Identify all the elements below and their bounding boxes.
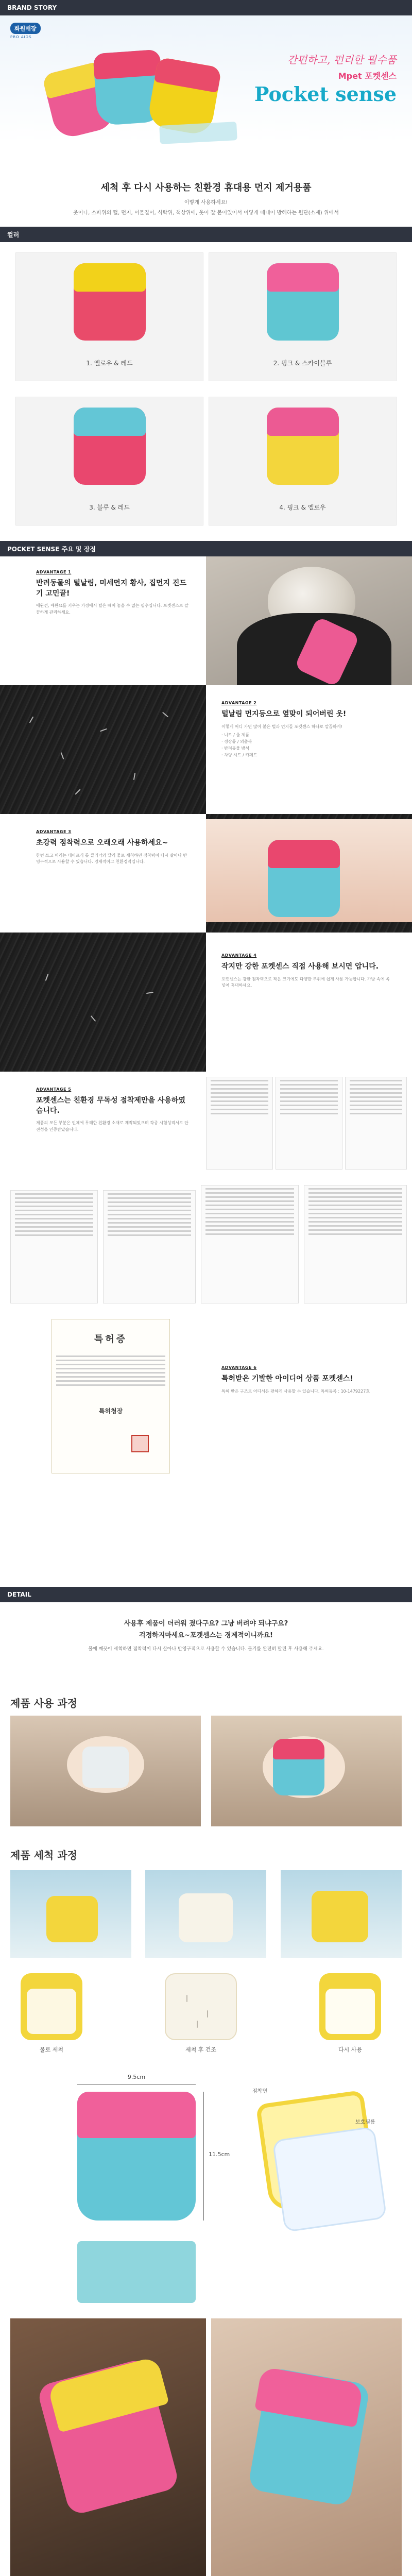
- patent-office: 특허청장: [98, 1408, 123, 1415]
- usage-title: 제품 사용 과정: [10, 1697, 77, 1709]
- adv5-title: 포켓센스는 친환경 무독성 점착제만을 사용하였습니다.: [36, 1096, 185, 1115]
- hero-protect-film: [159, 122, 237, 144]
- patent-certificate: [52, 1319, 170, 1473]
- adv2-text: 이렇게 어디 가면 많이 붙은 털과 먼지들 포켓센스 하나로 깔끔하게!: [221, 724, 342, 729]
- brand-desc: 옷이나, 소파위의 털, 먼지, 이물질이, 식탁위, 책상위에, 옷이 잘 붙어있어서 이렇게 떼내어 방해하는 원단(소재) 위에서: [73, 210, 339, 216]
- brand-headline: 세척 후 다시 사용하는 친환경 휴대용 먼지 제거용품: [100, 182, 312, 193]
- wash-illustration-pad: [21, 1973, 82, 2040]
- wash-title: 제품 세척 과정: [10, 1849, 77, 1861]
- detail-block: [0, 1602, 412, 2576]
- color-pad-3: [74, 408, 146, 485]
- color-label-4: 4. 핑크 & 옐로우: [279, 504, 326, 511]
- patent-seal: [131, 1435, 149, 1452]
- protect-film: [272, 2126, 387, 2232]
- usage-large-photo-1: [10, 2318, 206, 2576]
- adv2-label: ADVANTAGE 2: [221, 701, 257, 705]
- advantage-6: [221, 1365, 391, 1395]
- wash-caption-2: 세척 후 건조: [185, 2046, 217, 2053]
- adv6-text: 특허 받은 구조로 어디서든 편하게 사용할 수 있습니다. 특허등록 : 10-1479227호: [221, 1388, 370, 1394]
- usage-large-photo-2: [211, 2318, 402, 2576]
- brand-sub: 이렇게 사용하세요!: [184, 200, 228, 206]
- advantage-5: [36, 1087, 191, 1133]
- certificate-doc-6: [201, 1185, 299, 1303]
- detail-intro-title: 사용후 제품이 더러워 졌다구요? 그냥 버려야 되냐구요?: [124, 1620, 288, 1628]
- adv5-label: ADVANTAGE 5: [36, 1087, 72, 1092]
- adv1-label: ADVANTAGE 1: [36, 570, 72, 574]
- certificate-doc-3: [345, 1077, 407, 1170]
- adv3-title: 초강력 점착력으로 오래오래 사용하세요~: [36, 839, 168, 847]
- certificate-doc-5: [103, 1190, 196, 1303]
- adv3-text: 한번 쓰고 버리는 테이프식 롤 클리너와 달리 물로 세척하면 점착력이 다시 살아나 반영구적으로 사용할 수 있습니다. 경제적이고 친환경적입니다.: [36, 853, 187, 865]
- color-option-4: [209, 397, 397, 526]
- usage-photo-1: [10, 1716, 201, 1826]
- adv3-hand-photo: [206, 819, 412, 922]
- color-label-1: 1. 옐로우 & 레드: [86, 360, 133, 367]
- section-bar-features: POCKET SENSE 주요 및 장점: [0, 541, 412, 556]
- detail-intro-text: 물에 깨끗이 세척하면 점착력이 다시 살아나 반영구적으로 사용할 수 있습니다. 물기를 완전히 말린 후 사용해 주세요.: [88, 1647, 324, 1652]
- adv1-text: 애완견, 애완묘를 키우는 가정에서 털은 빼어 놓을 수 없는 필수입니다. 포켓센스로 깔끔하게 관리하세요.: [36, 603, 188, 615]
- dimension-pad: [77, 2092, 196, 2221]
- section-bar-brand-story: BRAND STORY: [0, 0, 412, 15]
- adv5-text: 제품의 모든 부분은 인체에 무해한 친환경 소재로 제작되었으며 각종 시험성적서로 안전성을 인증받았습니다.: [36, 1121, 188, 1132]
- color-pad-4: [267, 408, 339, 485]
- hero-brand: Mpet 포켓센스: [338, 71, 397, 81]
- brand-intro: [0, 180, 412, 217]
- advantage-2: [221, 701, 391, 759]
- color-option-1: [15, 252, 203, 381]
- color-label-3: 3. 블루 & 레드: [89, 504, 130, 511]
- color-label-2: 2. 핑크 & 스카이블루: [273, 360, 332, 367]
- advantage-3: [36, 829, 191, 866]
- color-option-2: [209, 252, 397, 381]
- adv2-title: 털날림 먼지등으로 옆맞이 되어버린 옷!: [221, 710, 347, 718]
- certificate-doc-7: [304, 1185, 407, 1303]
- color-pad-2: [267, 263, 339, 341]
- adv1-title: 반려동물의 털날림, 미세먼지 황사, 집먼지 진드기 고민끝!: [36, 579, 186, 598]
- film-sheet: [77, 2241, 196, 2303]
- adv6-label: ADVANTAGE 6: [221, 1365, 257, 1370]
- wash-caption-1: 물로 세척: [39, 2046, 63, 2053]
- adv4-fabric-photo: [0, 933, 206, 1072]
- adv6-title: 특허받은 기발한 아이디어 상품 포켓센스!: [221, 1375, 353, 1383]
- detail-intro: [0, 1618, 412, 1653]
- patent-title: 특허증: [94, 1334, 128, 1345]
- adv1-cat-photo: [206, 556, 412, 685]
- hero-title: Pocket sense: [254, 82, 397, 106]
- features-block: [0, 556, 412, 1587]
- section-bar-detail: DETAIL: [0, 1587, 412, 1602]
- advantage-4: [221, 953, 391, 989]
- wash-caption-3: 다시 사용: [338, 2046, 362, 2053]
- width-label: 9.5cm: [127, 2074, 146, 2080]
- hero-script: 간편하고, 편리한 필수품: [287, 54, 397, 66]
- certificate-doc-1: [206, 1077, 273, 1170]
- wash-illustration-clean: [319, 1973, 381, 2040]
- colors-block: [0, 242, 412, 541]
- hero-text: [206, 52, 397, 106]
- wash-photo-2: [145, 1870, 266, 1958]
- wash-illustration-dirty: [165, 1973, 237, 2040]
- section-bar-colors: 컬러: [0, 227, 412, 242]
- adv4-title: 작지만 강한 포켓센스 직접 사용해 보시면 압니다.: [221, 962, 379, 971]
- adv3-label: ADVANTAGE 3: [36, 829, 72, 834]
- adv4-text: 포켓센스는 강한 점착력으로 작은 크기에도 다양한 부위에 쉽게 사용 가능합니다. 가방 속에 쏙 넣어 휴대하세요.: [221, 976, 390, 988]
- part-label-1: 점착면: [252, 2089, 267, 2094]
- advantage-1: [36, 570, 191, 616]
- certificate-doc-2: [276, 1077, 342, 1170]
- brand-logo: [10, 23, 41, 39]
- adv2-lint-photo-1: [0, 685, 206, 814]
- brand-story-block: [0, 15, 412, 227]
- color-option-3: [15, 397, 203, 526]
- wash-photo-3: [281, 1870, 402, 1958]
- usage-photo-2: [211, 1716, 402, 1826]
- wash-photo-1: [10, 1870, 131, 1958]
- logo-text: 화원매장: [10, 23, 41, 34]
- height-label: 11.5cm: [209, 2151, 230, 2158]
- detail-intro-title-2: 걱정하지마세요~포켓센스는 경제적이니까요!: [139, 1632, 273, 1639]
- adv2-bullets: · 니트 / 울 제품 · 정장류 / 외출복 · 반려동물 방석 · 차량 시트 / 카페트: [221, 733, 258, 757]
- logo-sub: PRO AIDS: [10, 35, 32, 39]
- part-label-2: 보호필름: [355, 2120, 375, 2125]
- adv4-label: ADVANTAGE 4: [221, 953, 257, 958]
- certificate-doc-4: [10, 1190, 98, 1303]
- color-pad-1: [74, 263, 146, 341]
